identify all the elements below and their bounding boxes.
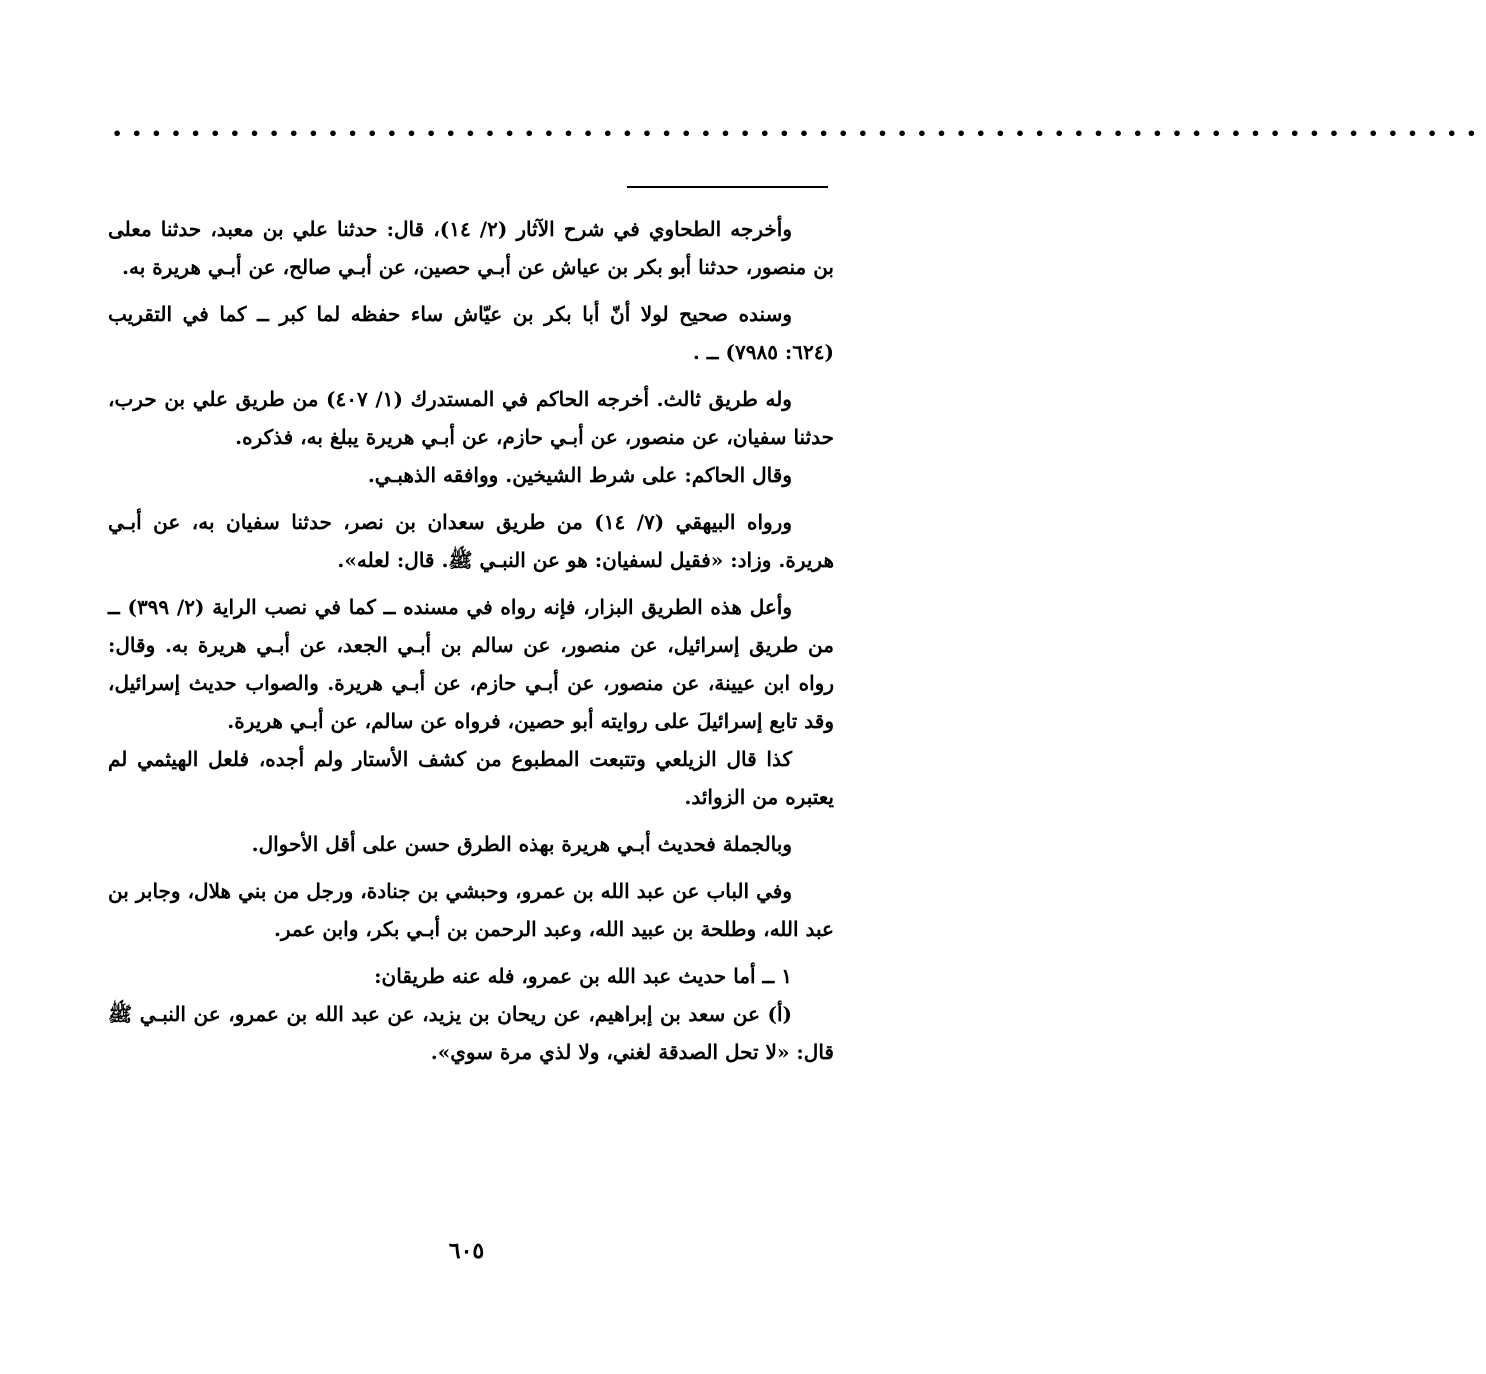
- paragraph: ورواه البيهقي (٧/ ١٤) من طريق سعدان بن نصر، حدثنا سفيان به، عن أبـي هريرة. وزاد: «فقيل لسفيان: هو عن النبـي ﷺ. قال: لعله».: [108, 510, 834, 572]
- page-number: ٦٠٥: [448, 1238, 485, 1264]
- paragraph: وأخرجه الطحاوي في شرح الآثار (٢/ ١٤)، قال: حدثنا علي بن معبد، حدثنا معلى بن منصور، حدثنا أبو بكر بن عياش عن أبـي حصين، عن أبـي صالح، عن أبـي هريرة به.: [108, 217, 834, 279]
- paragraph: وله طريق ثالث. أخرجه الحاكم في المستدرك (١/ ٤٠٧) من طريق علي بن حرب، حدثنا سفيان، عن منصور، عن أبـي حازم، عن أبـي هريرة يبلغ به، فذكره.: [108, 387, 834, 449]
- footnote-text: [108, 210, 834, 1080]
- paragraph: ١ ــ أما حديث عبد الله بن عمرو، فله عنه طريقان:: [374, 964, 792, 988]
- paragraph: وفي الباب عن عبد الله بن عمرو، وحبشي بن جنادة، ورجل من بني هلال، وجابر بن عبد الله، وطلحة بن عبيد الله، وعبد الرحمن بن أبـي بكر، وابن عمر.: [108, 879, 834, 941]
- footnote-rule: [627, 186, 828, 188]
- paragraph: (أ) عن سعد بن إبراهيم، عن ريحان بن يزيد، عن عبد الله بن عمرو، عن النبـي ﷺ قال: «لا تحل الصدقة لغني، ولا لذي مرة سوي».: [108, 1002, 834, 1064]
- paragraph: وبالجملة فحديث أبـي هريرة بهذه الطرق حسن على أقل الأحوال.: [251, 832, 792, 856]
- paragraph: كذا قال الزيلعي وتتبعت المطبوع من كشف الأستار ولم أجده، فلعل الهيثمي لم يعتبره من الزوائد.: [108, 747, 834, 809]
- paragraph: وسنده صحيح لولا أنّ أبا بكر بن عيّاش ساء حفظه لما كبر ــ كما في التقريب (٦٢٤: ٧٩٨٥) ــ .: [108, 302, 834, 364]
- paragraph: وأعل هذه الطريق البزار، فإنه رواه في مسنده ــ كما في نصب الراية (٢/ ٣٩٩) ــ من طريق إسرائيل، عن منصور، عن سالم بن أبـي الجعد، عن أبـي هريرة به. وقال: رواه ابن عيينة، عن منصور، عن أبـي حازم، عن أبـي هريرة. والصواب حديث إسرائيل، وقد تابع إسرائيلَ على روايته أبو حصين، فرواه عن سالم، عن أبـي هريرة.: [108, 595, 834, 733]
- paragraph: وقال الحاكم: على شرط الشيخين. ووافقه الذهبـي.: [367, 463, 792, 487]
- separator-dots: ••••••••••••••••••••••••••••••••••••••••••••••••••••••••••••••••••••••: [112, 124, 1486, 143]
